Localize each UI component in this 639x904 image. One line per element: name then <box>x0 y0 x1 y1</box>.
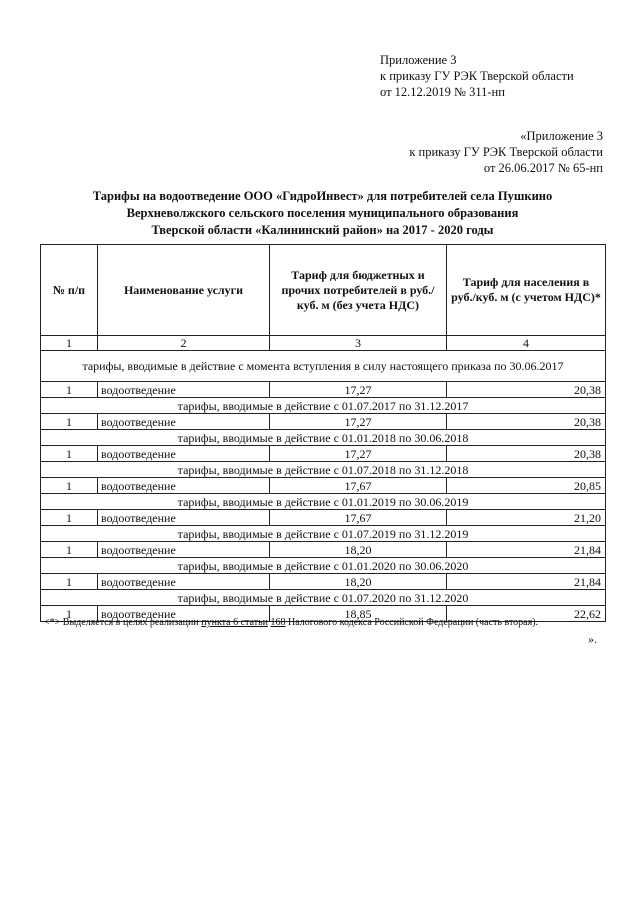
column-number: 3 <box>270 336 447 351</box>
period-row <box>41 558 606 574</box>
period-label: тарифы, вводимые в действие с 01.01.2018 по 30.06.2018 <box>41 430 606 446</box>
service-name: водоотведение <box>98 510 270 526</box>
table-row <box>41 446 606 462</box>
population-tariff: 21,84 <box>447 542 606 558</box>
table-row <box>41 510 606 526</box>
period-label: тарифы, вводимые в действие с 01.07.2020 по 31.12.2020 <box>41 590 606 606</box>
row-number: 1 <box>41 478 98 494</box>
service-name: водоотведение <box>98 478 270 494</box>
period-label: тарифы, вводимые в действие с момента вступления в силу настоящего приказа по 30.06.2017 <box>41 351 606 382</box>
population-tariff: 20,38 <box>447 446 606 462</box>
header-population-tariff: Тариф для населения в руб./куб. м (с учетом НДС)* <box>447 245 606 336</box>
period-row <box>41 590 606 606</box>
closing-quote: ». <box>588 632 597 646</box>
service-name: водоотведение <box>98 382 270 398</box>
service-name: водоотведение <box>98 414 270 430</box>
table-row <box>41 478 606 494</box>
header-line: Приложение 3 <box>380 53 457 67</box>
period-row <box>41 351 606 382</box>
title-line: Тарифы на водоотведение ООО «ГидроИнвест» для потребителей села Пушкино <box>92 189 553 203</box>
table-row <box>41 542 606 558</box>
budget-tariff: 17,67 <box>270 478 447 494</box>
service-name: водоотведение <box>98 606 270 622</box>
header-budget-tariff: Тариф для бюджетных и прочих потребителей в руб./куб. м (без учета НДС) <box>270 245 447 336</box>
header-line: к приказу ГУ РЭК Тверской области <box>409 145 603 159</box>
period-row <box>41 526 606 542</box>
period-row <box>41 462 606 478</box>
header-number: № п/п <box>41 245 98 336</box>
appendix-header-current <box>380 52 574 100</box>
population-tariff: 21,20 <box>447 510 606 526</box>
budget-tariff: 18,85 <box>270 606 447 622</box>
row-number: 1 <box>41 382 98 398</box>
header-line: к приказу ГУ РЭК Тверской области <box>380 69 574 83</box>
budget-tariff: 18,20 <box>270 542 447 558</box>
column-number: 1 <box>41 336 98 351</box>
table-row <box>41 574 606 590</box>
header-line: «Приложение 3 <box>520 129 603 143</box>
document-title <box>40 188 605 239</box>
header-line: от 26.06.2017 № 65-нп <box>483 161 603 175</box>
service-name: водоотведение <box>98 542 270 558</box>
budget-tariff: 17,27 <box>270 382 447 398</box>
budget-tariff: 17,27 <box>270 446 447 462</box>
table-header-row <box>41 245 606 336</box>
footnote-prefix: <*> Выделяется в целях реализации <box>44 617 202 628</box>
row-number: 1 <box>41 510 98 526</box>
row-number: 1 <box>41 542 98 558</box>
budget-tariff: 17,27 <box>270 414 447 430</box>
row-number: 1 <box>41 574 98 590</box>
footnote-link-article[interactable]: пункта 6 статьи <box>201 617 268 628</box>
tariff-table <box>40 244 606 622</box>
row-number: 1 <box>41 446 98 462</box>
table-row <box>41 382 606 398</box>
budget-tariff: 18,20 <box>270 574 447 590</box>
row-number: 1 <box>41 414 98 430</box>
footnote <box>44 617 538 628</box>
footnote-link-168[interactable]: 168 <box>270 617 286 628</box>
row-number: 1 <box>41 606 98 622</box>
period-label: тарифы, вводимые в действие с 01.07.2019 по 31.12.2019 <box>41 526 606 542</box>
population-tariff: 22,62 <box>447 606 606 622</box>
header-service: Наименование услуги <box>98 245 270 336</box>
title-line: Тверской области «Калининский район» на 2017 - 2020 годы <box>151 223 494 237</box>
period-row <box>41 430 606 446</box>
period-row <box>41 494 606 510</box>
column-numbers-row <box>41 336 606 351</box>
footnote-suffix: Налогового кодекса Российской Федерации (часть вторая). <box>285 617 539 628</box>
header-line: от 12.12.2019 № 311-нп <box>380 85 505 99</box>
column-number: 2 <box>98 336 270 351</box>
population-tariff: 20,38 <box>447 382 606 398</box>
title-line: Верхневолжского сельского поселения муниципального образования <box>126 206 519 220</box>
column-number: 4 <box>447 336 606 351</box>
period-label: тарифы, вводимые в действие с 01.07.2017 по 31.12.2017 <box>41 398 606 414</box>
table-row <box>41 414 606 430</box>
population-tariff: 20,85 <box>447 478 606 494</box>
period-label: тарифы, вводимые в действие с 01.07.2018 по 31.12.2018 <box>41 462 606 478</box>
population-tariff: 21,84 <box>447 574 606 590</box>
service-name: водоотведение <box>98 574 270 590</box>
period-row <box>41 398 606 414</box>
appendix-header-original <box>409 128 603 176</box>
period-label: тарифы, вводимые в действие с 01.01.2019 по 30.06.2019 <box>41 494 606 510</box>
budget-tariff: 17,67 <box>270 510 447 526</box>
population-tariff: 20,38 <box>447 414 606 430</box>
period-label: тарифы, вводимые в действие с 01.01.2020 по 30.06.2020 <box>41 558 606 574</box>
service-name: водоотведение <box>98 446 270 462</box>
